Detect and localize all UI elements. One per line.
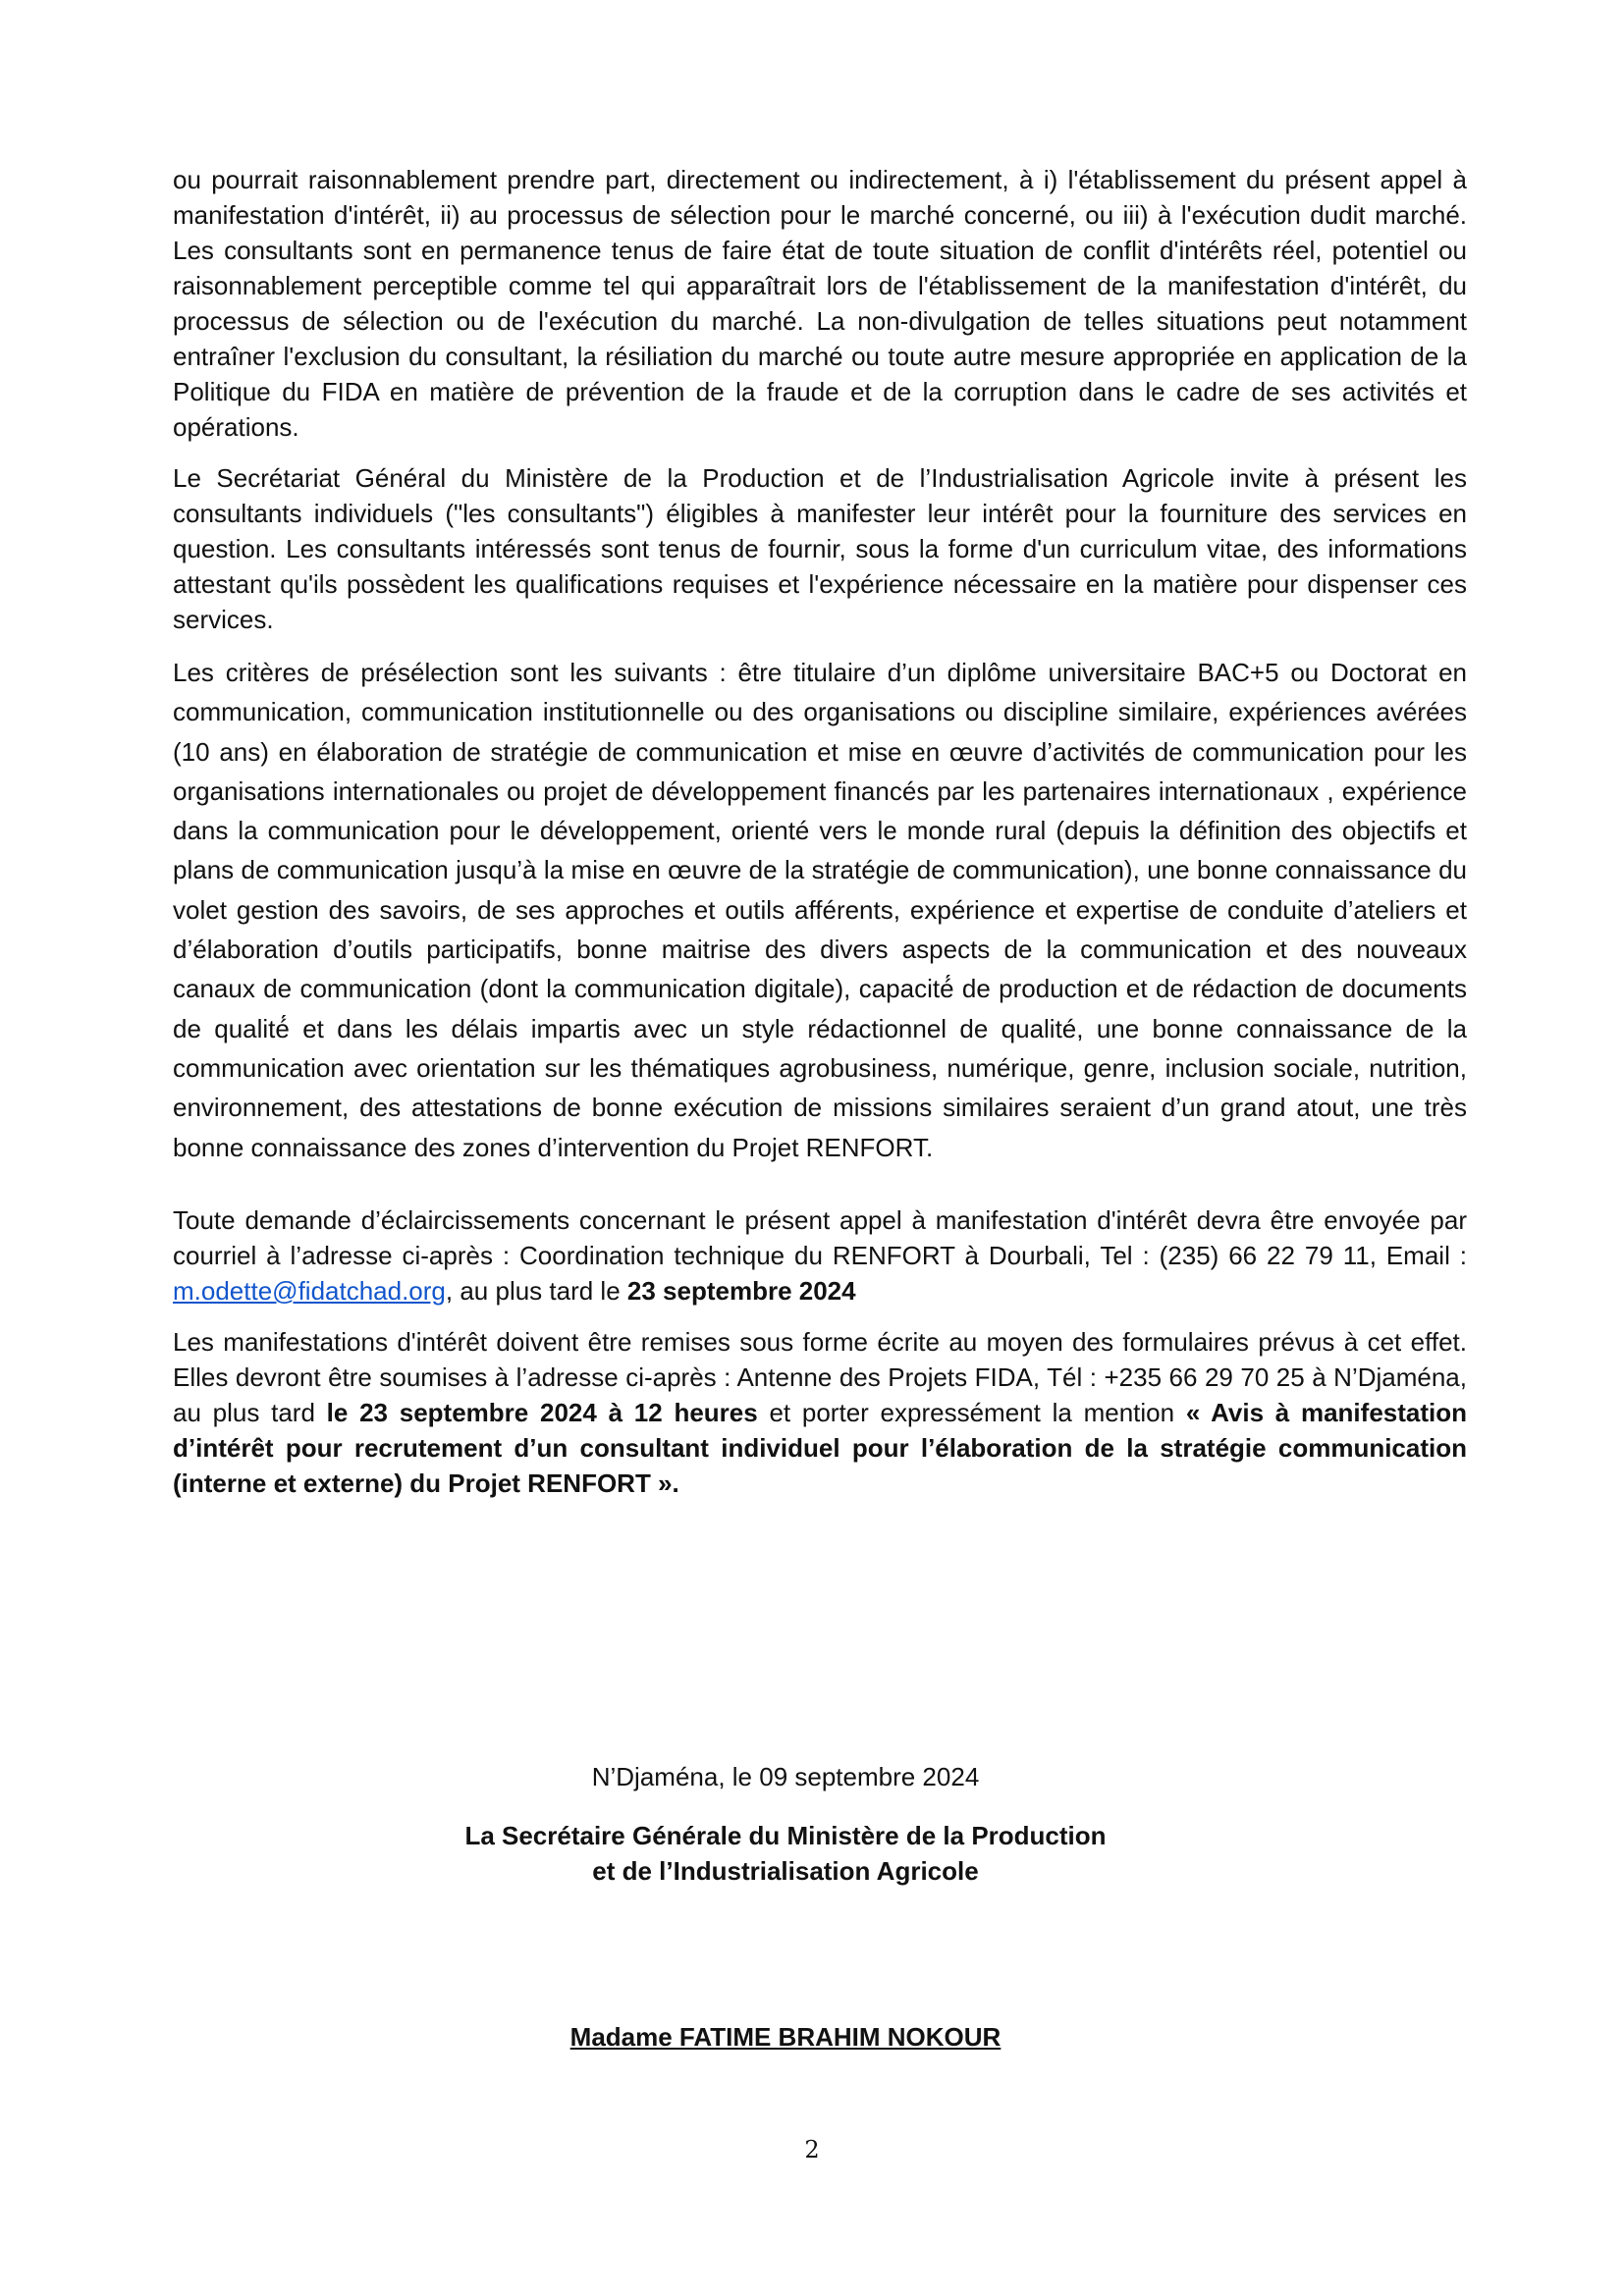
place-and-date: N’Djaména, le 09 septembre 2024 xyxy=(591,1762,980,1791)
paragraph-invitation: Le Secrétariat Général du Ministère de la Production et de l’Industrialisation Agricole invite à présent les consultants individuels ("les consultants") éligibles à manifester leur intérêt pour la fourniture des services en question. Les consultants intéressés sont tenus de fournir, sous la forme d'un curriculum vitae, des informations attestant qu'ils possèdent les qualifications requises et l'expérience nécessaire en la matière pour dispenser ces services. xyxy=(173,463,1467,634)
submission-mention: « Avis à manifestation d’intérêt pour recrutement d’un consultant individuel pour l’élaboration de la stratégie communication (interne et externe) du Projet RENFORT ». xyxy=(173,1397,1467,1498)
signatory-title xyxy=(0,1818,1571,1889)
paragraph-preselection-criteria: Les critères de présélection sont les suivants : être titulaire d’un diplôme universitaire BAC+5 ou Doctorat en communication, communication institutionnelle ou des organisations ou discipline similaire, expériences avérées (10 ans) en élaboration de stratégie de communication et mise en œuvre d’activités de communication pour les organisations internationales ou projet de développement financés par les partenaires internationaux , expérience dans la communication pour le développement, orienté vers le monde rural (depuis la définition des objectifs et plans de communication jusqu’à la mise en œuvre de la stratégie de communication), une bonne connaissance du volet gestion des savoirs, de ses approches et outils afférents, expérience et expertise de conduite d’ateliers et d’élaboration d’outils participatifs, bonne maitrise des divers aspects de la communication et des nouveaux canaux de communication (dont la communication digitale), capacité́ de production et de rédaction de documents de qualité́ et dans les délais impartis avec un style rédactionnel de qualité, une bonne connaissance de la communication avec orientation sur les thématiques agrobusiness, numérique, genre, inclusion sociale, nutrition, environnement, des attestations de bonne exécution de missions similaires seraient d’un grand atout, une très bonne connaissance des zones d’intervention du Projet RENFORT. xyxy=(173,658,1467,1162)
email-link[interactable]: m.odette@fidatchad.org xyxy=(173,1275,446,1306)
document-body xyxy=(173,162,1467,1501)
paragraph-clarification-request xyxy=(173,1202,1467,1308)
paragraph-submission xyxy=(173,1324,1467,1501)
submission-middle: et porter expressément la mention xyxy=(757,1397,1186,1427)
submission-deadline: le 23 septembre 2024 à 12 heures xyxy=(326,1397,758,1427)
signatory-name xyxy=(0,2019,1571,2055)
clarification-text: Toute demande d’éclaircissements concernant le présent appel à manifestation d'intérêt devra être envoyée par courriel à l’adresse ci-après : Coordination technique du RENFORT à Dourbali, Tel : (235) 66 22 79 11, Email : xyxy=(173,1204,1467,1270)
clarification-deadline: 23 septembre 2024 xyxy=(626,1275,856,1306)
paragraph-conflict-of-interest: ou pourrait raisonnablement prendre part, directement ou indirectement, à i) l'établissement du présent appel à manifestation d'intérêt, ii) au processus de sélection pour le marché concerné, ou iii) à l'exécution dudit marché. Les consultants sont en permanence tenus de faire état de toute situation de conflit d'intérêts réel, potentiel ou raisonnablement perceptible comme tel qui apparaîtrait lors de l'établissement de la manifestation d'intérêt, du processus de sélection ou de l'exécution du marché. La non-divulgation de telles situations peut notamment entraîner l'exclusion du consultant, la résiliation du marché ou toute autre mesure appropriée en application de la Politique du FIDA en matière de prévention de la fraude et de la corruption dans le cadre de ses activités et opérations. xyxy=(173,165,1467,442)
clarification-deadline-prefix: , au plus tard le xyxy=(445,1275,627,1306)
page-number: 2 xyxy=(804,2136,820,2163)
signatory-title-line-2: et de l’Industrialisation Agricole xyxy=(592,1856,979,1886)
submission-intro: Les manifestations d'intérêt doivent être remises sous forme écrite au moyen des formulaires prévus à cet effet. Elles devront être soumises à l’adresse ci-après : Antenne des Projets FIDA, Tél : +235 66 29 70 25 à N’Djaména, au plus tard xyxy=(173,1326,1467,1427)
signatory-name-text: Madame FATIME BRAHIM NOKOUR xyxy=(569,2022,1001,2052)
signatory-title-line-1: La Secrétaire Générale du Ministère de la Production xyxy=(464,1821,1107,1850)
